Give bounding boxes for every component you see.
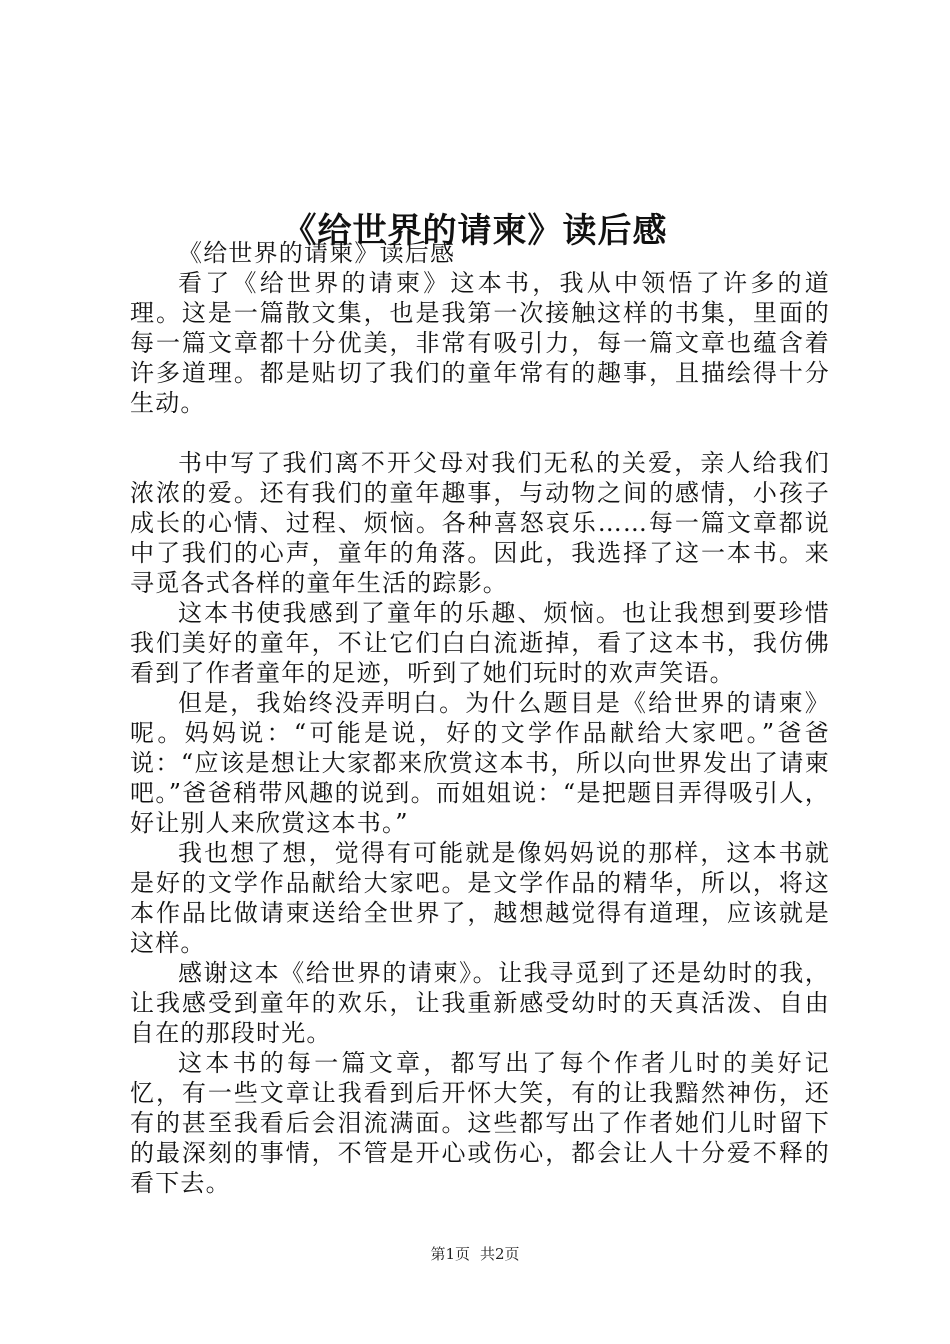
paragraph-1: 看了《给世界的请柬》这本书，我从中领悟了许多的道理。这是一篇散文集，也是我第一次接触这样的书集，里面的每一篇文章都十分优美，非常有吸引力，每一篇文章也蕴含着许多道理。都是贴切了我们的童年常有的趣事，且描绘得十分生动。 bbox=[130, 269, 830, 417]
paragraph-6: 感谢这本《给世界的请柬》。让我寻觅到了还是幼时的我，让我感受到童年的欢乐，让我重新感受幼时的天真活泼、自由自在的那段时光。 bbox=[130, 959, 830, 1047]
page-number: 第1页 bbox=[430, 1245, 470, 1263]
page-footer bbox=[0, 1244, 950, 1264]
paragraph-5: 我也想了想，觉得有可能就是像妈妈说的那样，这本书就是好的文学作品献给大家吧。是文学作品的精华，所以，将这本作品比做请柬送给全世界了，越想越觉得有道理，应该就是这样。 bbox=[130, 839, 830, 957]
paragraph-7: 这本书的每一篇文章，都写出了每个作者儿时的美好记忆，有一些文章让我看到后开怀大笑，有的让我黯然神伤，还有的甚至我看后会泪流满面。这些都写出了作者她们儿时留下的最深刻的事情，不管是开心或伤心，都会让人十分爱不释的看下去。 bbox=[130, 1049, 830, 1197]
document-body bbox=[130, 238, 830, 1198]
paragraph-subtitle: 《给世界的请柬》读后感 bbox=[178, 239, 456, 267]
page-total: 共2页 bbox=[480, 1245, 520, 1263]
paragraph-3: 这本书使我感到了童年的乐趣、烦恼。也让我想到要珍惜我们美好的童年，不让它们白白流逝掉，看了这本书，我仿佛看到了作者童年的足迹，听到了她们玩时的欢声笑语。 bbox=[130, 599, 830, 687]
document-title: 《给世界的请柬》读后感 bbox=[282, 210, 668, 251]
paragraph-4: 但是，我始终没弄明白。为什么题目是《给世界的请柬》呢。妈妈说：“可能是说，好的文学作品献给大家吧。”爸爸说：“应该是想让大家都来欣赏这本书，所以向世界发出了请柬吧。”爸爸稍带风趣的说到。而姐姐说：“是把题目弄得吸引人，好让别人来欣赏这本书。” bbox=[130, 689, 830, 837]
paragraph-2: 书中写了我们离不开父母对我们无私的关爱，亲人给我们浓浓的爱。还有我们的童年趣事，与动物之间的感情，小孩子成长的心情、过程、烦恼。各种喜怒哀乐……每一篇文章都说中了我们的心声，童年的角落。因此，我选择了这一本书。来寻觅各式各样的童年生活的踪影。 bbox=[130, 449, 830, 597]
